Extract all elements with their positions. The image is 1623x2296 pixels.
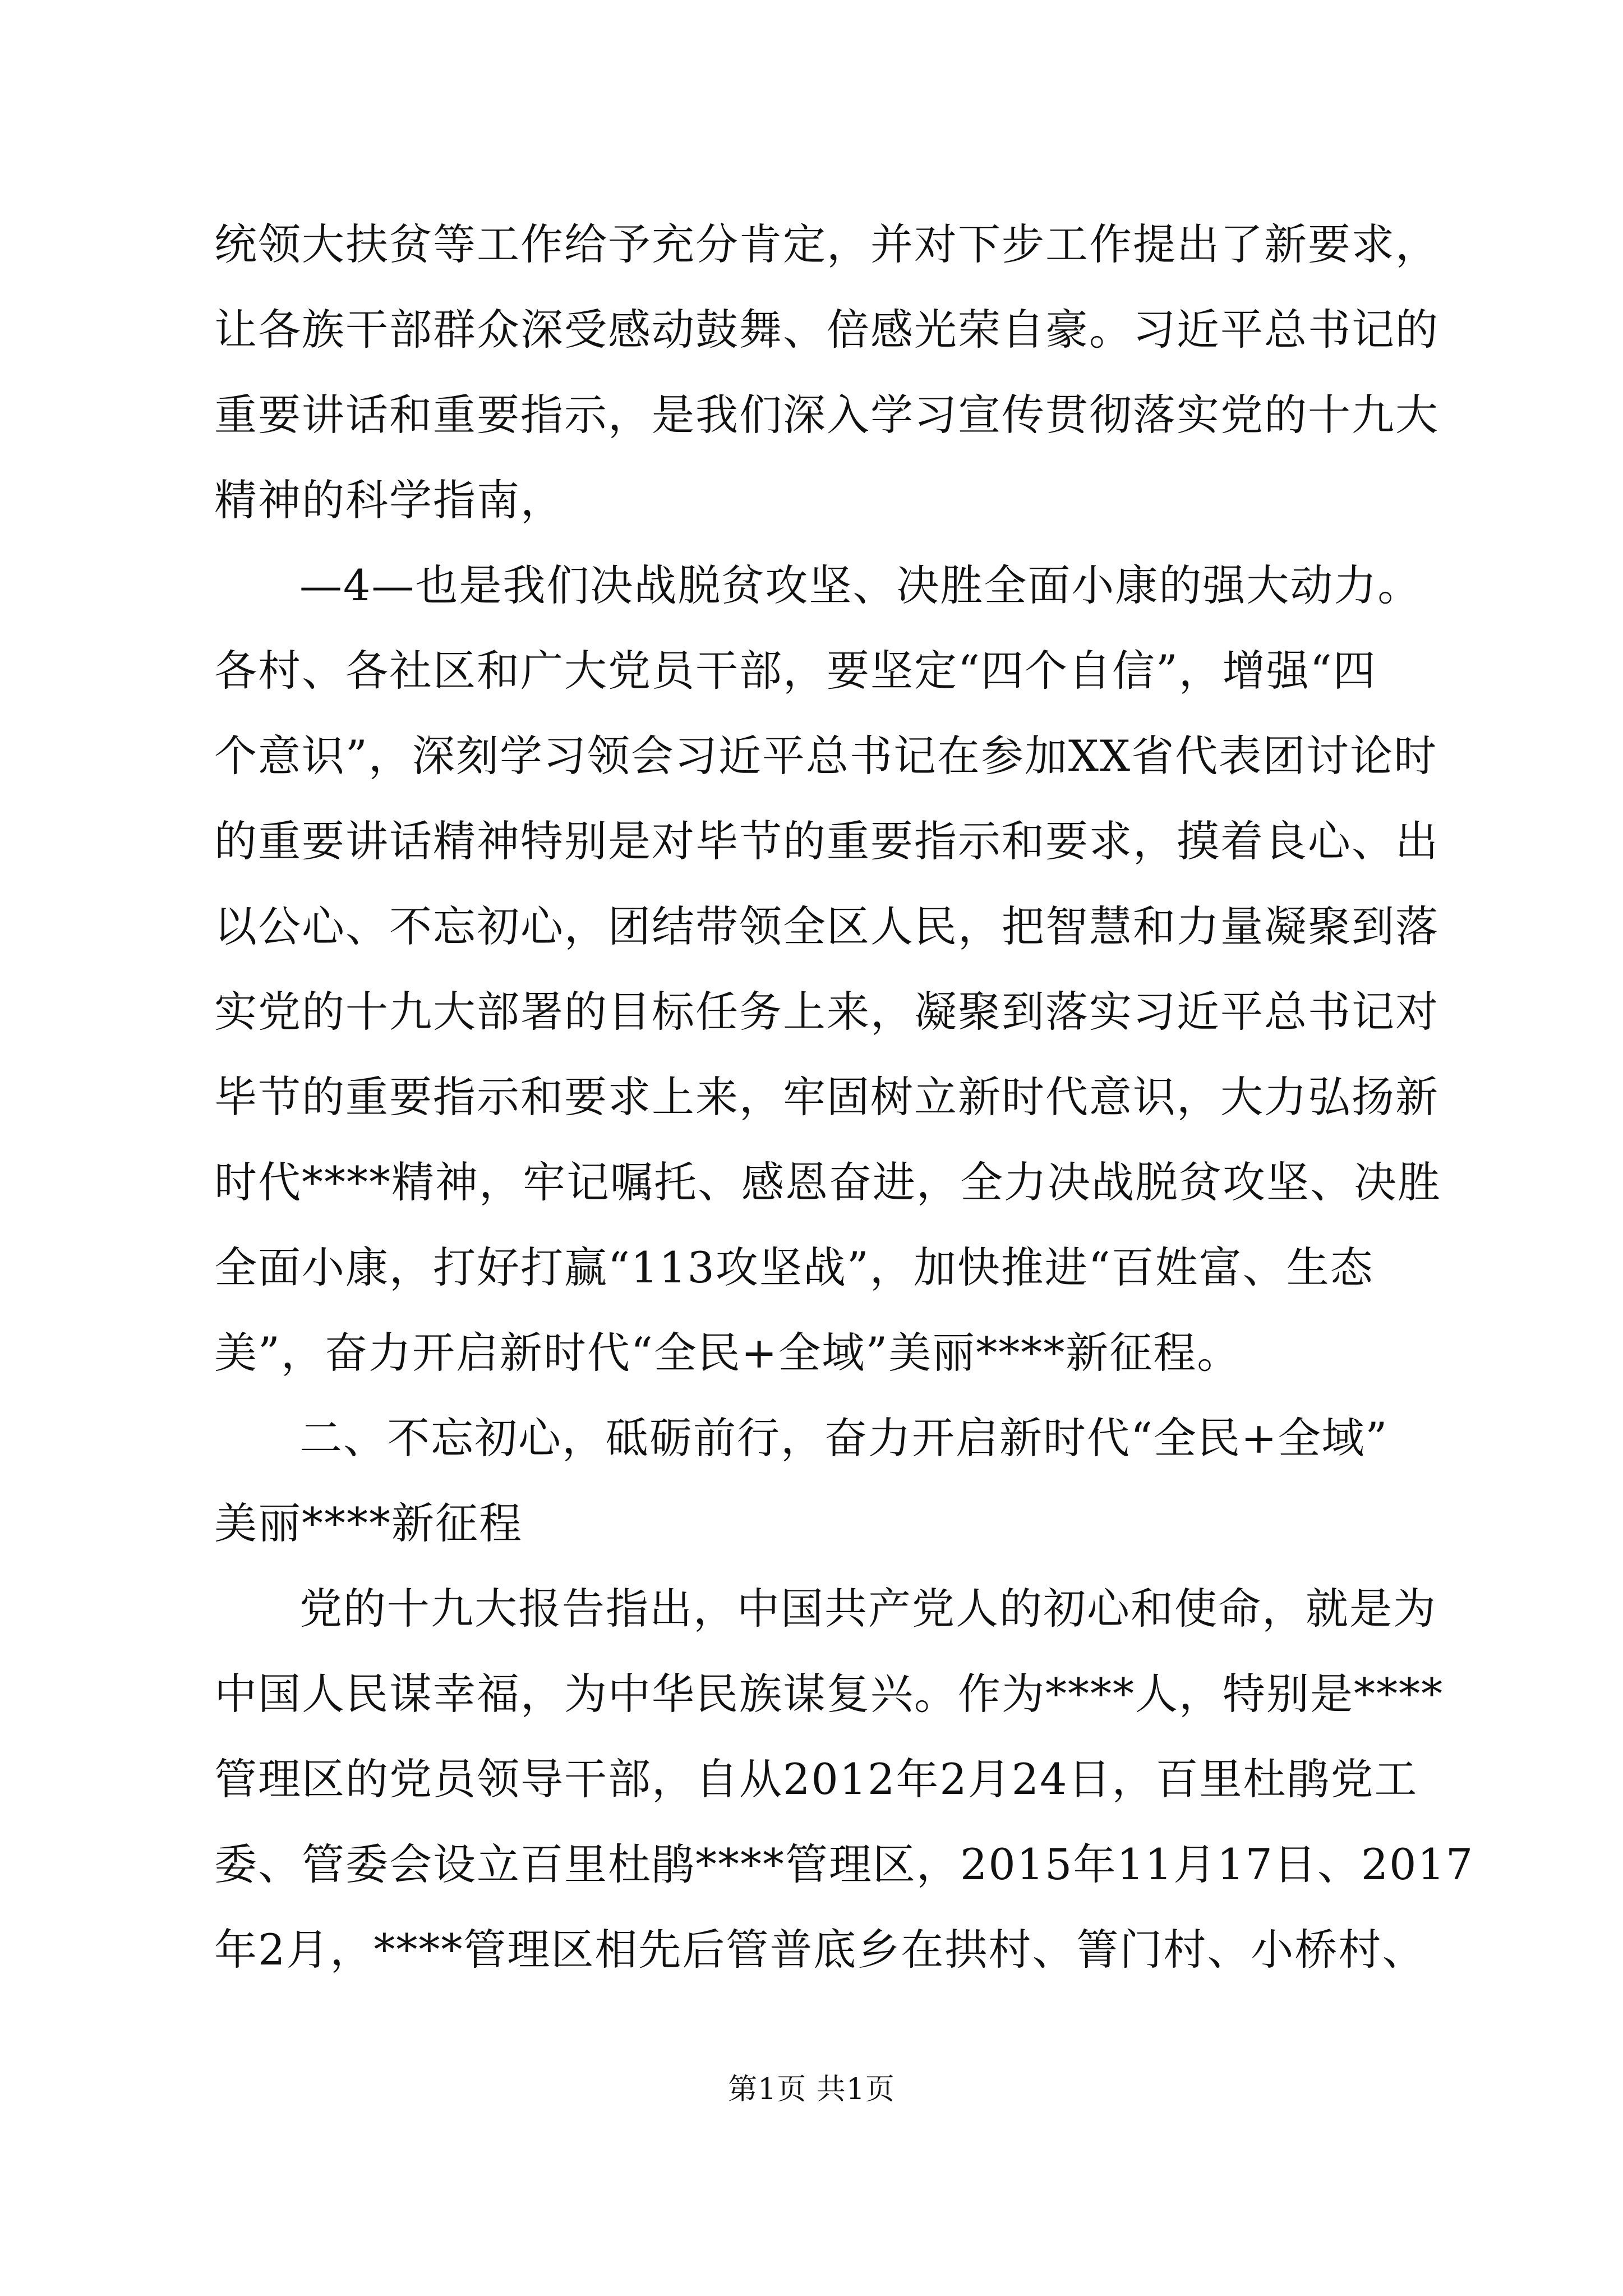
text-line: 管理区的党员领导干部，自从2012年2月24日，百里杜鹃党工 — [214, 1754, 1418, 1804]
text-line: 实党的十九大部署的目标任务上来，凝聚到落实习近平总书记对 — [214, 987, 1439, 1037]
text-line: 统领大扶贫等工作给予充分肯定，并对下步工作提出了新要求， — [214, 219, 1439, 269]
text-line: 党的十九大报告指出，中国共产党人的初心和使命，就是为 — [299, 1584, 1437, 1634]
text-line: 全面小康，打好打赢“113攻坚战”，加快推进“百姓富、生态 — [214, 1243, 1374, 1292]
text-line: 中国人民谋幸福，为中华民族谋复兴。作为****人，特别是**** — [214, 1669, 1444, 1719]
page-number: 第1页 共1页 — [728, 2073, 895, 2106]
text-line: 个意识”，深刻学习领会习近平总书记在参加XX省代表团讨论时 — [214, 731, 1438, 781]
text-line: 的重要讲话精神特别是对毕节的重要指示和要求，摸着良心、出 — [214, 816, 1439, 866]
section-heading-continuation: 美丽****新征程 — [214, 1498, 523, 1548]
text-line: 年2月，****管理区相先后管普底乡在拱村、箐门村、小桥村、 — [214, 1925, 1426, 1975]
text-line: 重要讲话和重要指示，是我们深入学习宣传贯彻落实党的十九大 — [214, 390, 1439, 440]
text-line: 毕节的重要指示和要求上来，牢固树立新时代意识，大力弘扬新 — [214, 1072, 1439, 1122]
section-heading: 二、不忘初心，砥砺前行，奋力开启新时代“全民+全域” — [299, 1413, 1389, 1463]
body-text — [214, 202, 1474, 1993]
text-line: 以公心、不忘初心，团结带领全区人民，把智慧和力量凝聚到落 — [214, 901, 1439, 951]
page-footer — [0, 2070, 1623, 2109]
text-line: 各村、各社区和广大党员干部，要坚定“四个自信”，增强“四 — [214, 646, 1377, 696]
text-line: 委、管委会设立百里杜鹃****管理区，2015年11月17日、2017 — [214, 1839, 1474, 1889]
text-line: 美”，奋力开启新时代“全民+全域”美丽****新征程。 — [214, 1328, 1241, 1378]
text-line: 精神的科学指南， — [214, 475, 564, 525]
text-line: —4—也是我们决战脱贫攻坚、决胜全面小康的强大动力。 — [299, 560, 1422, 610]
text-line: 让各族干部群众深受感动鼓舞、倍感光荣自豪。习近平总书记的 — [214, 305, 1439, 355]
text-line: 时代****精神，牢记嘱托、感恩奋进，全力决战脱贫攻坚、决胜 — [214, 1157, 1441, 1207]
